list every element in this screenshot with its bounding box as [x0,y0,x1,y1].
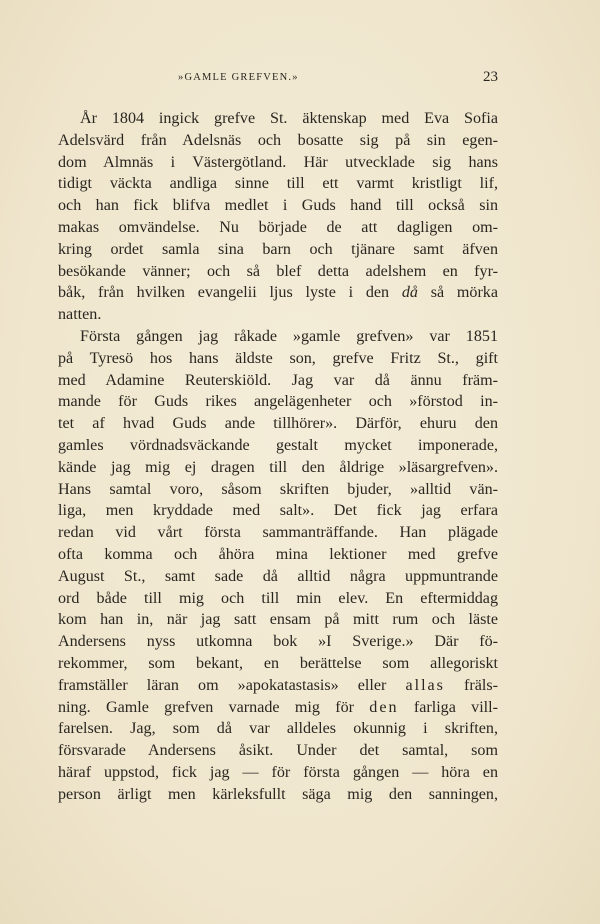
text-line-start: ning. Gamle grefven varnade mig för [58,698,370,716]
text-line: August St., samt sade då alltid några uppmuntrande [58,567,498,585]
text-line: kring ordet samla sina barn och tjänare samt äfven [58,240,498,258]
text-line: gamles vördnadsväckande gestalt mycket imponerade, [58,436,498,454]
text-line: tidigt väckta andliga sinne till ett varmt kristligt lif, [58,175,498,193]
text-line: mande för Guds rikes angelägenheter och »förstod in- [58,393,498,411]
text-line: Andersens nyss utkomna bok »I Sverige.» Där fö- [58,633,498,651]
text-line: År 1804 ingick grefve St. äktenskap med Eva Sofia [80,110,498,127]
text-line: redan vid vårt första sammanträffande. Han plägade [58,524,498,542]
text-line-end: farliga vill- [398,698,498,716]
text-line: Första gången jag råkade »gamle grefven» var 1851 [80,327,498,345]
emphasized-word: då [401,284,418,302]
text-line: tet af hvad Guds ande tillhörer». Därför, ehuru den [58,415,498,433]
body-text [58,108,498,806]
letterspaced-word: den [369,698,399,716]
text-line: ord både till mig och till min elev. En eftermiddag [58,589,498,607]
text-line [58,697,498,719]
text-line: häraf uppstod, fick jag — för första gången — höra en [58,763,498,781]
text-line: ofta komma och åhöra mina lektioner med grefve [58,545,498,563]
text-line: på Tyresö hos hans äldste son, grefve Fritz St., gift [58,349,498,367]
page-number: 23 [483,69,498,85]
text-line: besökande vänner; och så blef detta adelshem en fyr- [58,262,498,280]
text-line: kände jag mig ej dragen till den åldrige »läsargrefven». [58,458,498,476]
text-line: och han fick blifva medlet i Guds hand till också sin [58,197,498,215]
text-line: dom Almnäs i Västergötland. Här utvecklade sig hans [58,153,498,171]
text-line: makas omvändelse. Nu började de att dagligen om- [58,218,498,236]
text-line-end: fräls- [444,676,498,694]
text-line: liga, men kryddade med salt». Det fick jag erfara [58,502,498,520]
text-line: natten. [58,306,102,324]
text-line: försvarade Andersens åsikt. Under det samtal, som [58,742,498,760]
running-title: »GAMLE GREFVEN.» [178,72,299,83]
text-line [58,675,498,697]
text-line: kom han in, när jag satt ensam på mitt rum och läste [58,611,498,629]
text-line: farelsen. Jag, som då var alldeles okunnig i skriften, [58,720,498,738]
text-line-end: så mörka [417,284,498,302]
text-line: med Adamine Reuterskiöld. Jag var då ännu främ- [58,371,498,389]
text-line-start: framställer läran om »apokatastasis» eller [58,676,406,694]
text-line: person ärligt men kärleksfullt säga mig den sanningen, [58,785,498,803]
text-line [58,282,498,304]
page-header [58,69,498,92]
text-line: Adelsvärd från Adelsnäs och bosatte sig på sin egen- [58,131,498,149]
letterspaced-word: allas [405,676,445,694]
text-line-start: båk, från hvilken evangelii ljus lyste i den [58,284,402,302]
text-line: rekommer, som bekant, en berättelse som allegoriskt [58,654,498,672]
text-line: Hans samtal voro, såsom skriften bjuder, »alltid vän- [58,480,498,498]
